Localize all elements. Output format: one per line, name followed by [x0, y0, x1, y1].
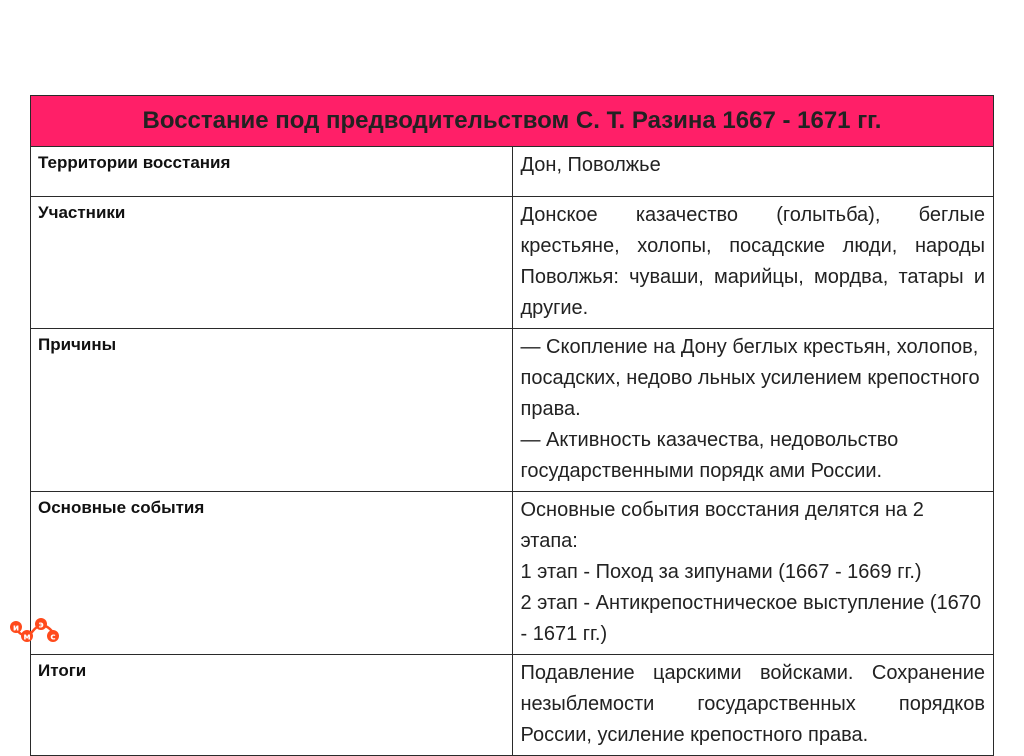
table-row [31, 492, 994, 655]
content-line: Подавление царскими войсками. Сохранение незыблемости государственных порядков России, усиление крепостного права. [520, 662, 985, 746]
table-title: Восстание под предводительством С. Т. Разина 1667 - 1671 гг. [31, 96, 994, 147]
table-row [31, 197, 994, 329]
row-label-results: Итоги [31, 655, 513, 756]
title-row [31, 96, 994, 147]
logo-letter: м [23, 632, 31, 643]
row-content-results [512, 655, 994, 756]
row-label-participants: Участники [31, 197, 513, 329]
row-content-participants [512, 197, 994, 329]
content-line: Донское казачество (голытьба), беглые крестьяне, холопы, посадские люди, народы Поволжья: чуваши, марийцы, мордва, татары и другие. [520, 204, 985, 319]
content-line: 1 этап - Поход за зипунами (1667 - 1669 гг.) [520, 561, 922, 583]
content-line: — Скопление на Дону беглых крестьян, холопов, посадских, недово льных усилением крепостного права. [520, 336, 980, 420]
imes-logo [8, 612, 64, 652]
row-content-territory [512, 147, 994, 197]
row-label-causes: Причины [31, 329, 513, 492]
table-row [31, 655, 994, 756]
content-line: Основные события восстания делятся на 2 этапа: [520, 499, 924, 552]
logo-letter: э [38, 620, 44, 631]
uprising-table [30, 95, 994, 756]
content-line: Дон, Поволжье [520, 154, 661, 176]
table-row [31, 147, 994, 197]
row-content-causes [512, 329, 994, 492]
content-line: — Активность казачества, недовольство государственными порядк ами России. [520, 429, 899, 482]
table-row [31, 329, 994, 492]
row-label-territory: Территории восстания [31, 147, 513, 197]
row-label-events: Основные события [31, 492, 513, 655]
row-content-events [512, 492, 994, 655]
logo-letter: и [12, 623, 20, 634]
content-line: 2 этап - Антикрепостническое выступление (1670 - 1671 гг.) [520, 592, 982, 645]
logo-letter: с [50, 632, 56, 643]
